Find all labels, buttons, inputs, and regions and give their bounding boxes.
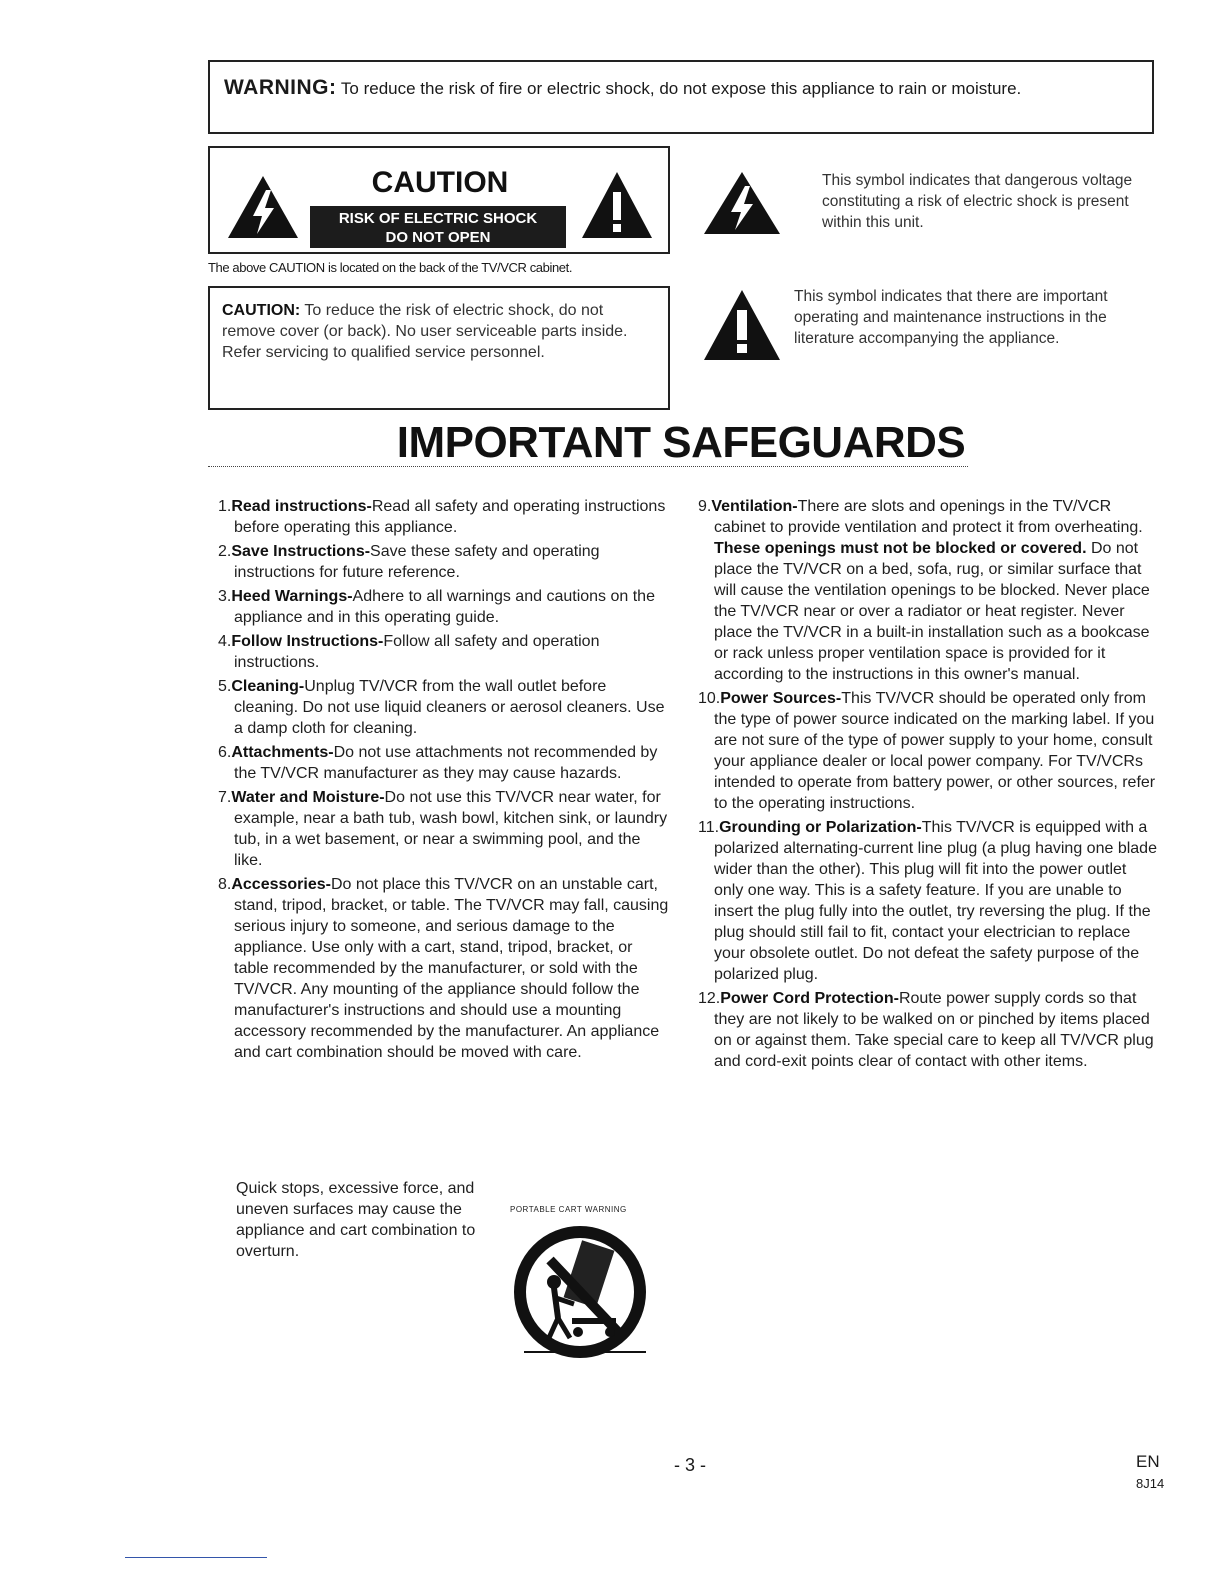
caution-text <box>222 300 650 363</box>
warning-box <box>208 60 1154 134</box>
title-rule <box>208 466 968 467</box>
warning-body: To reduce the risk of fire or electric shock, do not expose this appliance to rain or moisture. <box>340 79 1022 98</box>
caution-text-box <box>208 286 670 410</box>
safeguard-item: 7.Water and Moisture-Do not use this TV/VCR near water, for example, near a bath tub, wash bowl, kitchen sink, or laundry tub, in a wet basement, or near a swimming pool, and the like. <box>218 789 668 869</box>
safeguard-item: 10.Power Sources-This TV/VCR should be operated only from the type of power source indicated on the marking label. If you are not sure of the type of power supply to your home, consult your appliance dealer or local power company. For TV/VCRs intended to operate from battery power, or other sources, refer to the operating instructions. <box>698 690 1156 812</box>
language-code: EN <box>1136 1452 1160 1471</box>
page-number: - 3 - <box>673 1455 706 1475</box>
exclamation-symbol-icon <box>702 288 782 362</box>
exclamation-triangle-icon <box>580 170 654 240</box>
caution-line1: RISK OF ELECTRIC SHOCK <box>338 210 538 227</box>
lightning-triangle-icon <box>226 174 300 240</box>
safeguard-item: 12.Power Cord Protection-Route power supply cords so that they are not likely to be walked on or pinched by items placed on or against them. Take special care to keep all TV/VCR plug and cord-exit points clear of contact with other items. <box>698 990 1154 1070</box>
caution-shock-bar <box>310 206 566 248</box>
safeguards-column-right <box>698 496 1158 1075</box>
caution-text-label: CAUTION: <box>222 302 301 319</box>
safeguard-item: 3.Heed Warnings-Adhere to all warnings and cautions on the appliance and in this operating guide. <box>218 588 655 626</box>
warning-text <box>224 76 1021 100</box>
safeguard-item: 8.Accessories-Do not place this TV/VCR on an unstable cart, stand, tripod, bracket, or table. The TV/VCR may fall, causing serious injury to someone, and serious damage to the appliance. Use only with a cart, stand, tripod, bracket, or table recommended by the manufacturer, or sold with the TV/VCR. Any mounting of the appliance should follow the manufacturer's instructions and should use a mounting accessory recommended by the manufacturer. An appliance and cart combination should be moved with care. <box>218 876 669 1061</box>
safeguard-item: 11.Grounding or Polarization-This TV/VCR is equipped with a polarized alternating-current line plug (a plug having one blade wider than the other). This plug will fit into the power outlet only one way. This is a safety feature. If you are unable to insert the plug fully into the outlet, try reversing the plug. If the plug should still fail to fit, contact your electrician to replace your obsolete outlet. Do not defeat the safety purpose of the polarized plug. <box>698 819 1157 983</box>
lightning-symbol-icon <box>702 170 782 236</box>
caution-location-note: The above CAUTION is located on the back of the TV/VCR cabinet. <box>208 260 573 275</box>
page-title: IMPORTANT SAFEGUARDS <box>396 418 966 467</box>
model-code: 8J14 <box>1136 1476 1165 1491</box>
cart-warning-label: PORTABLE CART WARNING <box>510 1205 627 1214</box>
safeguard-item: 1.Read instructions-Read all safety and operating instructions before operating this appliance. <box>218 498 666 536</box>
cart-warning-text: Quick stops, excessive force, and uneven surfaces may cause the appliance and cart combination to overturn. <box>236 1180 476 1260</box>
caution-text-body: To reduce the risk of electric shock, do not remove cover (or back). No user serviceable parts inside. Refer servicing to qualified service personnel. <box>222 302 628 361</box>
safeguard-item: 6.Attachments-Do not use attachments not recommended by the TV/VCR manufacturer as they may cause hazards. <box>218 744 658 782</box>
caution-label-box <box>208 146 670 254</box>
footer-line <box>125 1557 267 1558</box>
safeguard-item: 5.Cleaning-Unplug TV/VCR from the wall outlet before cleaning. Do not use liquid cleaners or aerosol cleaners. Use a damp cloth for cleaning. <box>218 678 665 737</box>
safeguard-item: 4.Follow Instructions-Follow all safety and operation instructions. <box>218 633 600 671</box>
lightning-symbol-text: This symbol indicates that dangerous voltage constituting a risk of electric shock is present within this unit. <box>822 172 1133 231</box>
safeguard-item: 9.Ventilation-There are slots and openings in the TV/VCR cabinet to provide ventilation and protect it from overheating. These openings must not be blocked or covered. Do not place the TV/VCR on a bed, sofa, rug, or similar surface that will cause the ventilation openings to be blocked. Never place the TV/VCR near or over a radiator or heat register. Never place the TV/VCR in a built-in installation such as a bookcase or rack unless proper ventilation space is provided for it according to the instructions in this owner's manual. <box>698 498 1150 683</box>
tipping-cart-warning-icon <box>514 1222 654 1362</box>
safeguard-item: 2.Save Instructions-Save these safety and operating instructions for future reference. <box>218 543 600 581</box>
safeguards-column-left <box>218 496 670 1066</box>
exclamation-symbol-text: This symbol indicates that there are important operating and maintenance instructions in the literature accompanying the appliance. <box>794 288 1108 347</box>
caution-line2: DO NOT OPEN <box>385 229 491 246</box>
caution-title: CAUTION <box>371 166 509 199</box>
warning-label: WARNING: <box>224 76 337 99</box>
